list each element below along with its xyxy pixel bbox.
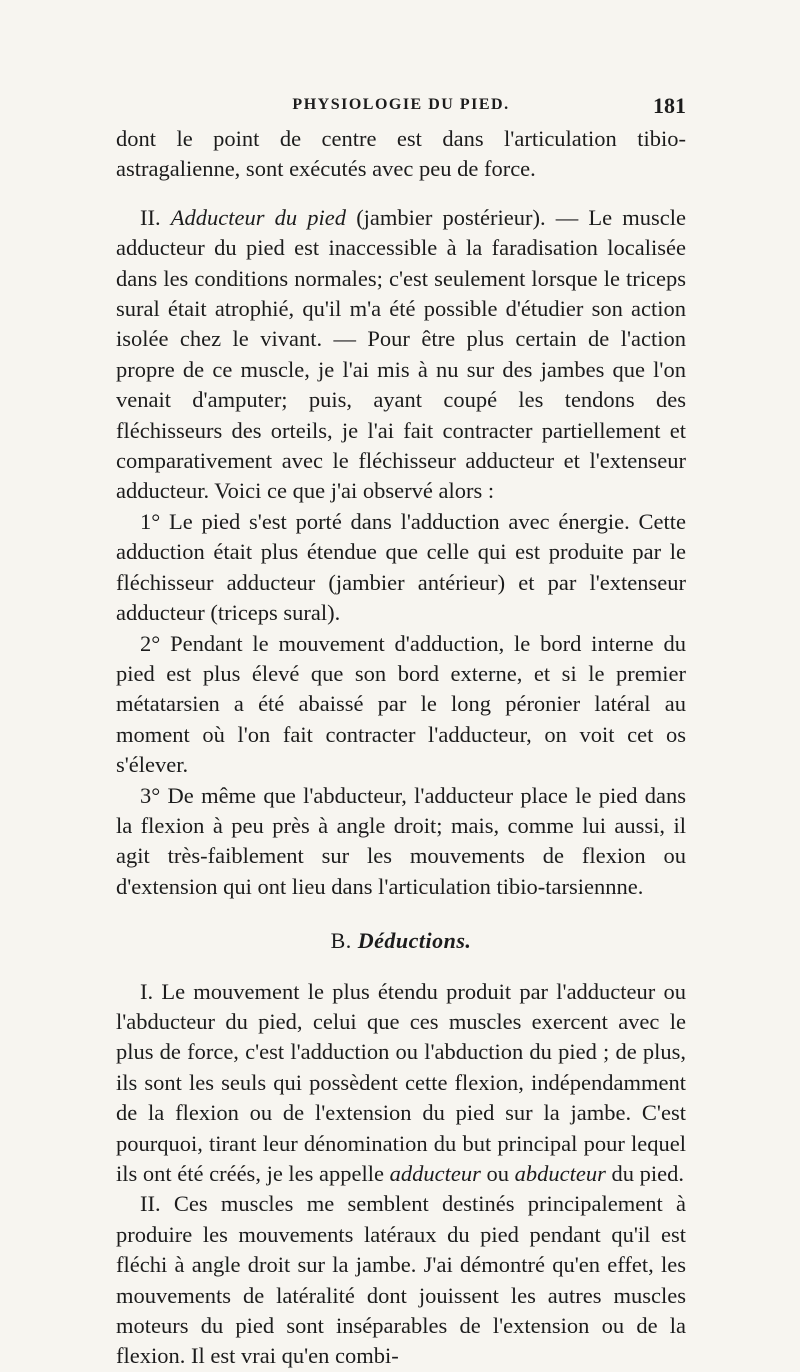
page-number: 181 bbox=[653, 93, 686, 118]
section-title: Déductions. bbox=[357, 928, 472, 954]
body-text bbox=[116, 124, 686, 1372]
page-header bbox=[116, 93, 686, 122]
paragraph-observation-3: 3° De même que l'abducteur, l'adducteur place le pied dans la flexion à peu près à angle droit; mais, comme lui aussi, il agit très-faiblement sur les mouvements de flexion ou d'extension qui ont lieu dans l'articulation tibio-tarsiennne. bbox=[116, 782, 686, 899]
paragraph-end: du pied. bbox=[611, 1161, 684, 1186]
paragraph-adducteur-du-pied bbox=[116, 203, 686, 507]
paragraph-observation-2: 2° Pendant le mouvement d'adduction, le bord interne du pied est plus élevé que son bord externe, et si le premier métatarsien a été abaissé par le long péronier latéral au moment où l'on fait contracter l'adducteur, on voit cet os s'élever. bbox=[116, 630, 686, 778]
paragraph-text: I. Le mouvement le plus étendu produit par l'adducteur ou l'abducteur du pied, celui que ces muscles exercent avec le plus de force, c'est l'adduction ou l'abduction du pied ; de plus, ils sont les seuls qui possèdent cette flexion, indépendamment de la flexion ou de l'extension du pied sur la jambe. C'est pourquoi, tirant leur dénomination du but principal pour lequel ils ont été créés, je les appelle bbox=[116, 978, 686, 1186]
running-title: PHYSIOLOGIE DU PIED. bbox=[292, 96, 510, 113]
paragraph-title: Adducteur du pied bbox=[170, 204, 347, 230]
paragraph-deduction-1 bbox=[116, 977, 686, 1190]
paragraph-continuation: dont le point de centre est dans l'articulation tibio-astragalienne, sont exécutés avec peu de force. bbox=[116, 126, 686, 182]
emphasis-abducteur: abducteur bbox=[514, 1161, 606, 1186]
paragraph-deduction-2: II. Ces muscles me semblent destinés principalement à produire les mouvements latéraux du pied pendant qu'il est fléchi à angle droit sur la jambe. J'ai démontré qu'en effet, les mouvements de latéralité dont jouissent les autres muscles moteurs du pied sont inséparables de l'extension ou de la flexion. Il est vrai qu'en combi- bbox=[116, 1191, 686, 1369]
section-label: B. bbox=[330, 928, 352, 954]
paragraph-observation-1: 1° Le pied s'est porté dans l'adduction avec énergie. Cette adduction était plus étendue que celle qui est produite par le fléchisseur adducteur (jambier antérieur) et par l'extenseur adducteur (triceps sural). bbox=[116, 508, 686, 626]
emphasis-adducteur: adducteur bbox=[389, 1161, 481, 1186]
paragraph-text: (jambier postérieur). — Le muscle adducteur du pied est inaccessible à la faradisation localisée dans les conditions normales; c'est seulement lorsque le triceps sural était atrophié, qu'il m'a été possible d'étudier son action isolée chez le vivant. — Pour être plus certain de l'action propre de ce muscle, je l'ai mis à nu sur des jambes que l'on venait d'amputer; puis, ayant coupé les tendons des fléchisseurs des orteils, je l'ai fait contracter partiellement et comparativement avec le fléchisseur adducteur et l'extenseur adducteur. Voici ce que j'ai observé alors : bbox=[116, 204, 687, 504]
section-heading bbox=[116, 926, 686, 956]
paragraph-number: II. bbox=[140, 204, 161, 230]
conjunction: ou bbox=[486, 1161, 509, 1186]
